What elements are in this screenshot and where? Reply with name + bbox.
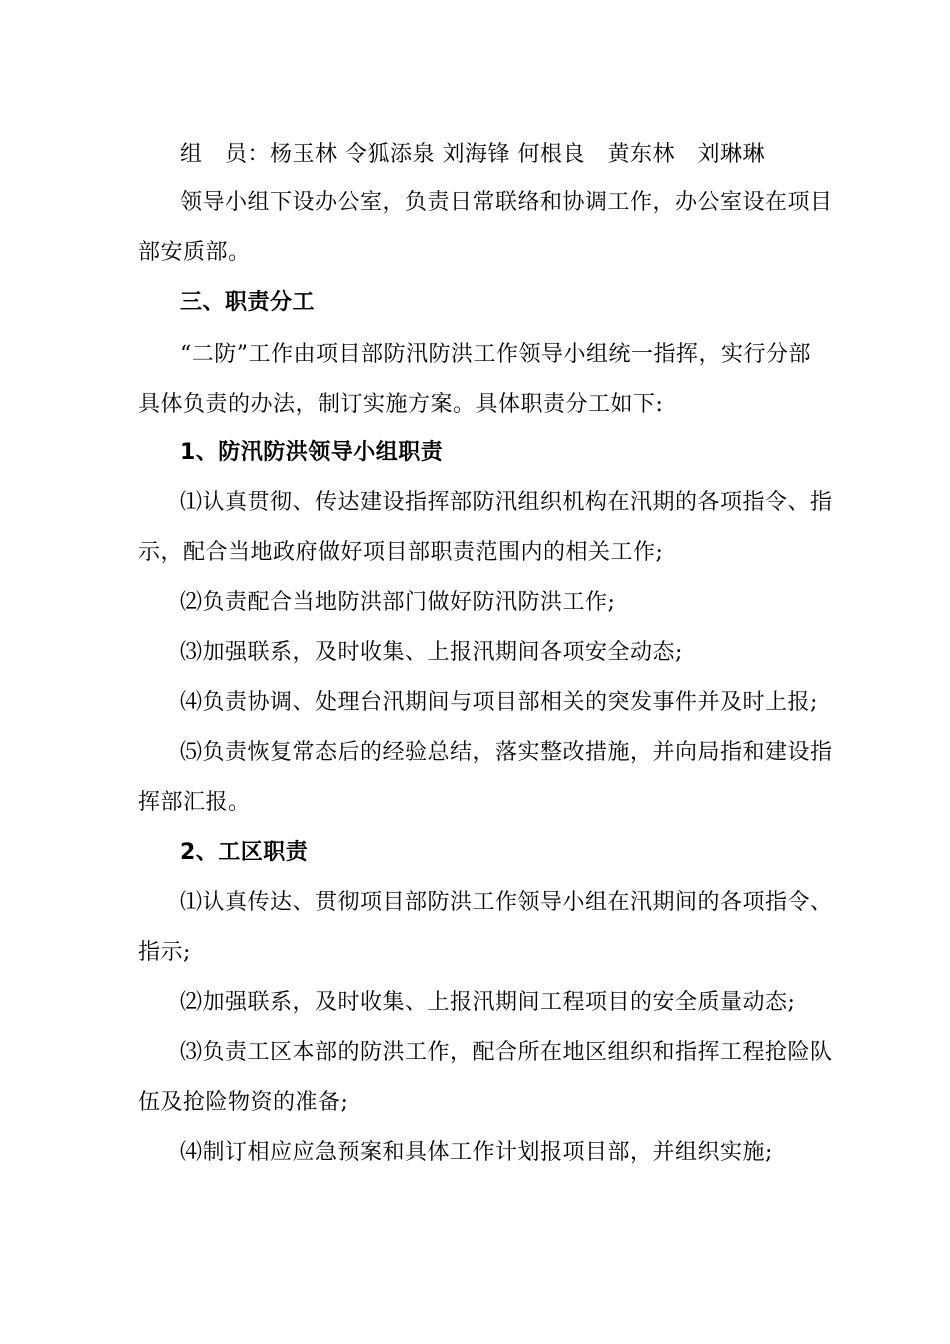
s2-item3-line-2: 伍及抢险物资的准备; xyxy=(138,1090,349,1115)
s2-item4: ⑷制订相应应急预案和具体工作计划报项目部，并组织实施; xyxy=(180,1140,773,1165)
s2-item1-line-2: 指示; xyxy=(138,940,191,965)
s1-item1-line-1: ⑴认真贯彻、传达建设指挥部防汛组织机构在汛期的各项指令、指 xyxy=(180,490,833,515)
s1-item3: ⑶加强联系，及时收集、上报汛期间各项安全动态; xyxy=(180,640,683,665)
s1-item5-line-2: 挥部汇报。 xyxy=(138,790,251,815)
office-paragraph-line-1: 领导小组下设办公室，负责日常联络和协调工作，办公室设在项目 xyxy=(180,190,833,215)
s2-item3-line-1: ⑶负责工区本部的防洪工作，配合所在地区组织和指挥工程抢险队 xyxy=(180,1040,833,1065)
intro-paragraph-line-1: “二防”工作由项目部防汛防洪工作领导小组统一指挥，实行分部 xyxy=(180,342,811,367)
s2-item1-line-1: ⑴认真传达、贯彻项目部防洪工作领导小组在汛期间的各项指令、 xyxy=(180,890,833,915)
s1-item4: ⑷负责协调、处理台汛期间与项目部相关的突发事件并及时上报; xyxy=(180,690,818,715)
subheading-2: 2、工区职责 xyxy=(180,840,309,865)
members-line: 组 员：杨玉林 令狐添泉 刘海锋 何根良 黄东林 刘琳琳 xyxy=(180,142,765,167)
s1-item2: ⑵负责配合当地防洪部门做好防汛防洪工作; xyxy=(180,590,616,615)
s1-item5-line-1: ⑸负责恢复常态后的经验总结，落实整改措施，并向局指和建设指 xyxy=(180,740,833,765)
intro-paragraph-line-2: 具体负责的办法，制订实施方案。具体职责分工如下: xyxy=(138,392,664,417)
section-heading-3: 三、职责分工 xyxy=(180,290,316,315)
office-paragraph-line-2: 部安质部。 xyxy=(138,240,251,265)
subheading-1: 1、防汛防洪领导小组职责 xyxy=(180,440,444,465)
s2-item2: ⑵加强联系，及时收集、上报汛期间工程项目的安全质量动态; xyxy=(180,990,796,1015)
s1-item1-line-2: 示，配合当地政府做好项目部职责范围内的相关工作; xyxy=(138,540,664,565)
